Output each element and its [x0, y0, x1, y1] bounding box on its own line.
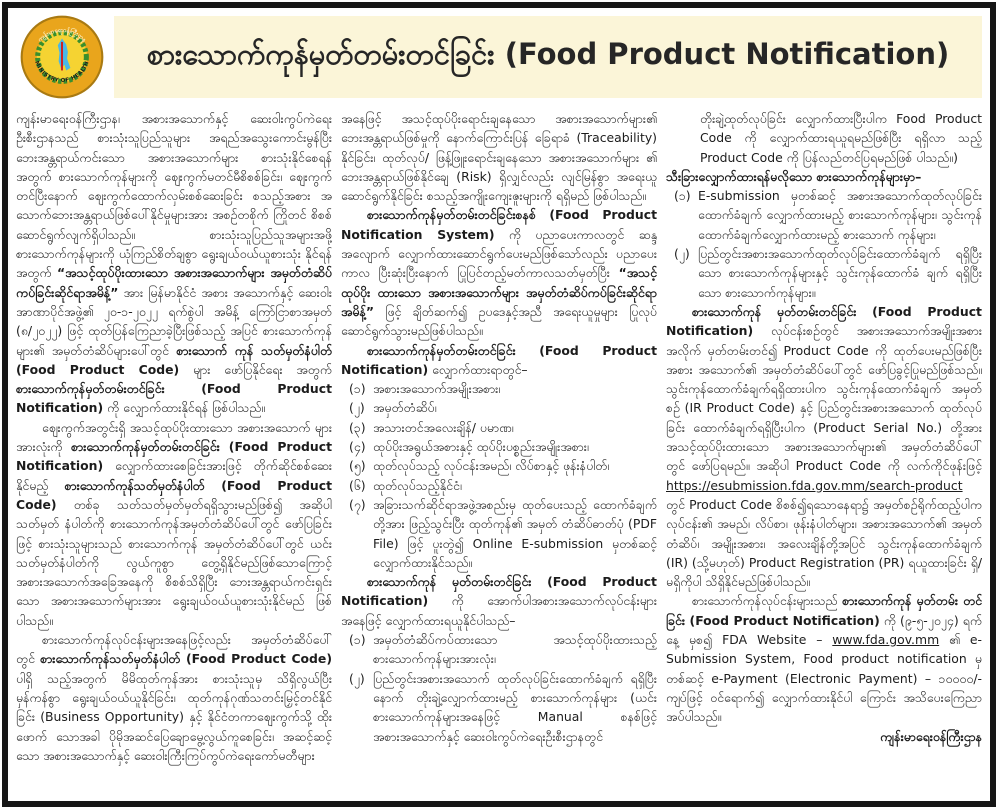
logo-top-text: ကျန်းမာရေးဝန်ကြီးဌာန	[36, 26, 88, 44]
paragraph	[341, 205, 657, 340]
paragraph	[341, 572, 657, 630]
paragraph	[700, 109, 982, 167]
text-run: ကို ပညာပေးကာလတွင် ဆန္ဒအလျောက် လျှောက်ထားဆောင်ရွက်ပေးမည်ဖြစ်သော်လည်း ပညာပေးကာလ ပြီးဆုံးပြီးနောက် ပြုပြင်တည့်မတ်ကာလသတ်မှတ်ပြီး	[341, 226, 657, 281]
list-item	[341, 418, 657, 437]
text-run: စားသောက်ကုန် မှတ်တမ်းတင်ခြင်း (Food Product Notification)	[666, 303, 982, 339]
list-item	[341, 476, 657, 495]
title-banner	[114, 16, 982, 98]
list-item	[341, 379, 657, 398]
text-run: စားသောက်ကုန်မှတ်တမ်းတင်ခြင်းစနစ် (Food Product Notification System)	[341, 207, 657, 242]
text-run: ဖြင့် ချိတ်ဆက်၍ ဥပဒေနှင့်အညီ အရေးယူမှုများ ပြုလုပ် ဆောင်ရွက်သွားမည်ဖြစ်ပါသည်။	[341, 303, 657, 339]
text-run: အသားတင်အလေးချိန်/ ပမာဏ၊	[373, 419, 514, 435]
list-item-text	[373, 398, 657, 417]
text-run: စားသောက်ကုန် မှတ်တမ်း တင်ခြင်း (Food Product Notification)	[666, 593, 982, 628]
list-number: (၄)	[349, 439, 366, 455]
fda-website-link[interactable]: www.fda.gov.mm	[832, 632, 940, 648]
asclepius-staff-icon	[61, 42, 63, 71]
text-run: ကို လျှောက်ထားနိုင်ရန် ဖြစ်ပါသည်။	[103, 400, 266, 416]
paragraph	[341, 341, 657, 380]
text-run: လုပ်ငန်းစဉ်တွင် အစားအသောက်အမျိုးအစားအလိုက် မှတ်တမ်းတင်၍ Product Code ကို ထုတ်ပေးမည်ဖြစ်ပြီး အစား အသောက်၏ အမှတ်တံဆိပ်ပေါ်တွင် ဖော်ပြခွင့်ပြုမည်ဖြစ်သည်။ သွင်းကုန်ထောက်ခံချက်ရရှိထားပါက သွင်းကုန်ထောက်ခံချက် အမှတ် စဉ် (IR Product Code) နှင့် ပြည်တွင်းအစားအသောက် ထုတ်လုပ် ခြင်း ထောက်ခံချက်ရရှိပြီးပါက (Product Serial No.) တို့အား အသင့်ထုပ်ပိုးထားသော အစားအသောက်များ၏ အမှတ်တံဆိပ်ပေါ် တွင် ဖော်ပြရမည်။ အဆိုပါ Product Code ကို လက်ကိုင်ဖုန်းဖြင့်	[666, 323, 982, 474]
column-2	[341, 109, 657, 799]
text-run: “အသင့်ထုပ်ပိုးထားသော အစားအသောက်များ အမှတ်တံဆိပ်ကပ်ခြင်းဆိုင်ရာအမိန့်”	[16, 265, 332, 300]
column-3	[666, 109, 982, 799]
list-item-text	[373, 495, 657, 572]
text-run: ထုပ်ပိုးအရွယ်အစားနှင့် ထုပ်ပိုးပစ္စည်းအမျိုးအစား၊	[373, 439, 589, 455]
list-item	[666, 186, 982, 244]
paragraph	[666, 591, 982, 726]
text-run: စားသောက်ကုန်မှတ်တမ်းတင်ခြင်း (Food Product Notification)	[16, 439, 332, 474]
page-title: စားသောက်ကုန်မှတ်တမ်းတင်ခြင်း (Food Product Notification)	[146, 36, 950, 71]
paragraph	[16, 109, 332, 418]
text-run: သီးခြားလျှောက်ထားရန်မလိုသော စားသောက်ကုန်များမှာ–	[666, 168, 922, 184]
list-number: (၂)	[349, 670, 365, 686]
text-run: ထုတ်လုပ်သည့်နိုင်ငံ၊	[373, 477, 462, 493]
list-item-text	[373, 437, 657, 456]
signature	[666, 727, 982, 746]
text-run: စားသောက်ကုန်မှတ်တမ်းတင်ခြင်း (Food Product Notification)	[16, 381, 332, 416]
text-run: အစားအသောက်အမျိုးအစား၊	[373, 381, 501, 397]
text-run: စားသောက်ကုန်သတ်မှတ်နံပါတ် (Food Product Code)	[16, 477, 332, 512]
text-run: စားသောက်ကုန်လုပ်ငန်းများအနေဖြင့်လည်း အမှတ်တံဆိပ်ပေါ် တွင်	[16, 632, 332, 667]
list-item	[341, 456, 657, 475]
list-item-text	[373, 669, 657, 746]
list-item	[666, 244, 982, 302]
list-number: (၁)	[349, 381, 366, 397]
text-run: တစ်ခု သတ်သတ်မှတ်မှတ်ရရှိသွားမည်ဖြစ်၍ အဆိုပါသတ်မှတ် နံပါတ်ကို စားသောက်ကုန်အမှတ်တံဆိပ်ပေါ်တွင် ဖော်ပြခြင်းဖြင့် စားသုံးသူများသည် စားသောက်ကုန် အမှတ်တံဆိပ်ပေါ်တွင် ယင်းသတ်မှတ်နံပါတ်ကို လွယ်ကူစွာ တွေ့ရှိနိုင်မည်ဖြစ်သောကြောင့် အစားအသောက်အခြေအနေကို စိစစ်သိရှိပြီး ဘေးအန္တရာယ်ကင်းရှင်း သော အစားအသောက်များအား ရွေးချယ်ဝယ်ယူစားသုံးနိုင်မည် ဖြစ်ပါသည်။	[16, 496, 332, 628]
text-run: လျှောက်ထားစေခြင်းအားဖြင့် တိုက်ဆိုင်စစ်ဆေး နိုင်မည့်	[16, 458, 332, 493]
text-run: စားသောက်ကုန် မှတ်တမ်းတင်ခြင်း (Food Product Notification)	[341, 574, 657, 609]
text-run: ပြည်တွင်းအစားအသောက် ထုတ်လုပ်ခြင်းထောက်ခံချက် ရရှိပြီးနောက် တိုးချဲ့လျှောက်ထားမည့် စားသောက်ကုန်များ (ယင်းစားသောက်ကုန်များအနေဖြင့် Manual စနစ်ဖြင့် အစားအသောက်နှင့် ဆေးဝါးကွပ်ကဲရေးဦးစီးဌာနတွင်	[373, 670, 657, 744]
list-item-text	[373, 456, 657, 475]
paragraph	[341, 109, 657, 205]
list-number: (၃)	[349, 419, 366, 435]
text-run: စားသောက်ကုန်မှတ်တမ်းတင်ခြင်း (Food Product Notification)	[341, 342, 657, 377]
list-number: (၇)	[349, 496, 366, 512]
text-run: E-submission မှတစ်ဆင့် အစားအသောက်ထုတ်လုပ်ခြင်း ထောက်ခံချက် လျှောက်ထားမည့် စားသောက်ကုန်များ၊ သွင်းကုန်ထောက်ခံချက်လျှောက်ထားမည့် စားသောက် ကုန်များ၊	[698, 188, 982, 242]
text-run: ပြည်တွင်းအစားအသောက်ထုတ်လုပ်ခြင်းထောက်ခံချက် ရရှိပြီးသော စားသောက်ကုန်များနှင့် သွင်းကုန်ထောက်ခံ ချက် ရရှိပြီးသော စားသောက်ကုန်များ။	[698, 246, 982, 300]
list-item-text	[373, 418, 657, 437]
list-item-text	[373, 379, 657, 398]
text-run: လျှောက်ထားရာတွင်–	[428, 361, 528, 377]
text-run: အမှတ်တံဆိပ်၊	[373, 400, 437, 416]
list-number: (၅)	[349, 458, 366, 474]
list-number: (၂)	[349, 400, 365, 416]
text-run: ဈေးကွက်အတွင်းရှိ အသင့်ထုပ်ပိုးထားသော အစားအသောက် များအားလုံးကို	[16, 419, 332, 455]
text-run: စားသောက် ကုန် သတ်မှတ်နံပါတ် (Food Product Code)	[16, 342, 332, 377]
paragraph	[666, 302, 982, 591]
text-run: ကို အောက်ပါအစားအသောက်လုပ်ငန်းများအနေဖြင့် လျှောက်ထားရယူနိုင်ပါသည်–	[341, 593, 657, 628]
text-run: ထုတ်လုပ်သည့် လုပ်ငန်းအမည်၊ လိပ်စာနှင့် ဖုန်းနံပါတ်၊	[373, 458, 610, 474]
list-number: (၁)	[349, 632, 366, 648]
list-item	[341, 398, 657, 417]
list-number: (၁)	[674, 188, 691, 204]
document-sheet	[2, 2, 996, 807]
list-item-text	[373, 630, 657, 669]
paragraph	[16, 418, 332, 630]
text-run: ကျန်းမာရေးဝန်ကြီးဌာန	[880, 728, 982, 744]
list-item	[341, 495, 657, 572]
text-run: ပါရှိ သည့်အတွက် မိမိထုတ်ကုန်အား စားသုံးသူမှ သိရှိလွယ်ပြီး မှန်ကန်စွာ ရွေးချယ်ဝယ်ယူနိုင်ခြင်း၊ ထုတ်ကုန်ဂုဏ်သတင်းမြှင့်တင်နိုင်ခြင်း (Business Opportunity) နှင့် နိုင်ငံတကာဈေးကွက်သို့ ထိုးဖောက် သောအခါ ပိုမိုအဆင်ပြေချောမွေ့လွယ်ကူစေခြင်း၊ အဆင့်ဆင့်သော အစားအသောက်နှင့် ဆေးဝါးကြီးကြပ်ကွပ်ကဲရေးကော်မတီများ	[16, 670, 332, 763]
list-number: (၂)	[674, 246, 690, 262]
article-body	[8, 101, 990, 799]
text-run: စားသောက်ကုန်လုပ်ငန်းများသည်	[692, 593, 843, 609]
text-run: ၏ e-Submission System, Food product notification မှတစ်ဆင့် e-Payment (Electronic Payment) – ၁၀၀၀၀/- ကျပ်ဖြင့် ဝင်ရောက်၍ လျှောက်ထားနိုင်ပါ ကြောင်း အသိပေးကြေညာအပ်ပါသည်။	[666, 632, 982, 725]
text-run: စားသောက်ကုန်သတ်မှတ်နံပါတ် (Food Product Code)	[40, 651, 332, 667]
text-run: တွင် Product Code စိစစ်၍ရသောနေရာ၌ အမှတ်စဉ်ရိုက်ထည့်ပါက လုပ်ငန်း၏ အမည်၊ လိပ်စာ၊ ဖုန်းနံပါတ်များ၊ အစားအသောက်၏ အမှတ်တံဆိပ်၊ အမျိုးအစား၊ အလေးချိန်တို့အပြင် သွင်းကုန်ထောက်ခံချက် (IR) (သို့မဟုတ်) Product Registration (PR) ရယူထားခြင်း ရှိ/မရှိကိုပါ သိရှိနိုင်မည်ဖြစ်ပါသည်။	[666, 496, 982, 590]
text-run: အား မြန်မာနိုင်ငံ အစား အသောက်နှင့် ဆေးဝါးအာဏာပိုင်အဖွဲ့၏ ၂၀-၁-၂၀၂၂ ရက်စွဲပါ အမိန့် ကြော်ငြာစာအမှတ် (၈/၂၀၂၂) ဖြင့် ထုတ်ပြန်ကြေညာခဲ့ပြီးဖြစ်သည့် အပြင် စားသောက်ကုန်များ၏ အမှတ်တံဆိပ်များပေါ်တွင်	[16, 284, 332, 358]
text-run: များ ဖော်ပြနိုင်ရေး အတွက်	[179, 361, 332, 377]
column-1	[16, 109, 332, 799]
logo-bottom-text: MINISTRY OF HEALTH	[33, 60, 91, 85]
text-run: တိုးချဲ့ထုတ်လုပ်ခြင်း လျှောက်ထားပြီးပါက Food Product Code ကို လျှောက်ထားရယူရမည်ဖြစ်ပြီး ရရှိလာ သည့် Product Code ကို ပြန်လည်တင်ပြရမည်ဖြစ် ပါသည်။)	[700, 111, 982, 165]
list-item	[341, 669, 657, 746]
paragraph	[16, 630, 332, 765]
list-item	[341, 630, 657, 669]
text-run: အခြားသက်ဆိုင်ရာအဖွဲ့အစည်းမှ ထုတ်ပေးသည့် ထောက်ခံချက်တို့အား ဖြည့်သွင်းပြီး ထုတ်ကုန်၏ အမှတ် တံဆိပ်ဓာတ်ပုံ (PDF File) ဖြင့် ပူးတွဲ၍ Online E-submission မှတစ်ဆင့် လျှောက်ထားနိုင်သည်။	[373, 496, 657, 570]
ministry-of-health-logo	[20, 15, 104, 99]
list-item-text	[373, 476, 657, 495]
list-number: (၆)	[349, 477, 366, 493]
text-run: ကို (၉-၅-၂၀၂၄) ရက်နေ့ မှစ၍ FDA Website –	[666, 612, 982, 648]
list-item-text	[698, 186, 982, 244]
text-run: ကျန်းမာရေးဝန်ကြီးဌာန၊ အစားအသောက်နှင့် ဆေးဝါးကွပ်ကဲရေး ဦးစီးဌာနသည် စားသုံးသူပြည်သူများ အရည်အသွေးကောင်းမွန်ပြီး ဘေးအန္တရာယ်ကင်းသော အစားအသောက်များ စားသုံးနိုင်စေရန် အတွက် စားသောက်ကုန်များကို ဈေးကွက်မတင်မီစိစစ်ခြင်း၊ ဈေးကွက် တင်ပြီးနောက် ဈေးကွက်ထောက်လှမ်းစစ်ဆေးခြင်း စသည့်အစား အသောက်ဘေးအန္တရာယ်ဖြစ်ပေါ်နိုင်မှုများအား အစဉ်တစိုက် ကြိုတင် စိစစ်ဆောင်ရွက်လျက်ရှိပါသည်။ စားသုံးသူပြည်သူအများအဖို့ စားသောက်ကုန်များကို ယုံကြည်စိတ်ချစွာ ရွေးချယ်ဝယ်ယူစားသုံး နိုင်ရန်အတွက်	[16, 111, 332, 281]
list-item	[341, 437, 657, 456]
section-heading	[666, 167, 982, 186]
text-run: “အသင့်ထုပ်ပိုး ထားသော အစားအသောက်များ အမှတ်တံဆိပ်ကပ်ခြင်းဆိုင်ရာ အမိန့်”	[341, 265, 657, 319]
text-run: အနေဖြင့် အသင့်ထုပ်ပိုးရောင်းချနေသော အစားအသောက်များ၏ ဘေးအန္တရာယ်ဖြစ်မှုကို နောက်ကြောင်းပြန် ခြေရာခံ (Traceability) နိုင်ခြင်း၊ ထုတ်လုပ်/ ဖြန့်ဖြူးရောင်းချနေသော အစားအသောက်များ ၏ ဘေးအန္တရာယ်ဖြစ်နိုင်ချေ (Risk) ရှိလျှင်လည်း လျင်မြန်စွာ အရေးယူဆောင်ရွက်နိုင်ခြင်း စသည့်အကျိုးကျေးဇူးများကို ရရှိမည် ဖြစ်ပါသည်။	[341, 111, 657, 204]
list-item-text	[698, 244, 982, 302]
document-header	[8, 8, 990, 101]
text-run: အမှတ်တံဆိပ်ကပ်ထားသော အသင့်ထုပ်ပိုးထားသည့် စားသောက်ကုန်များအားလုံး၊	[373, 632, 657, 667]
esubmission-search-link[interactable]: https://esubmission.fda.gov.mm/search-product	[666, 477, 963, 493]
